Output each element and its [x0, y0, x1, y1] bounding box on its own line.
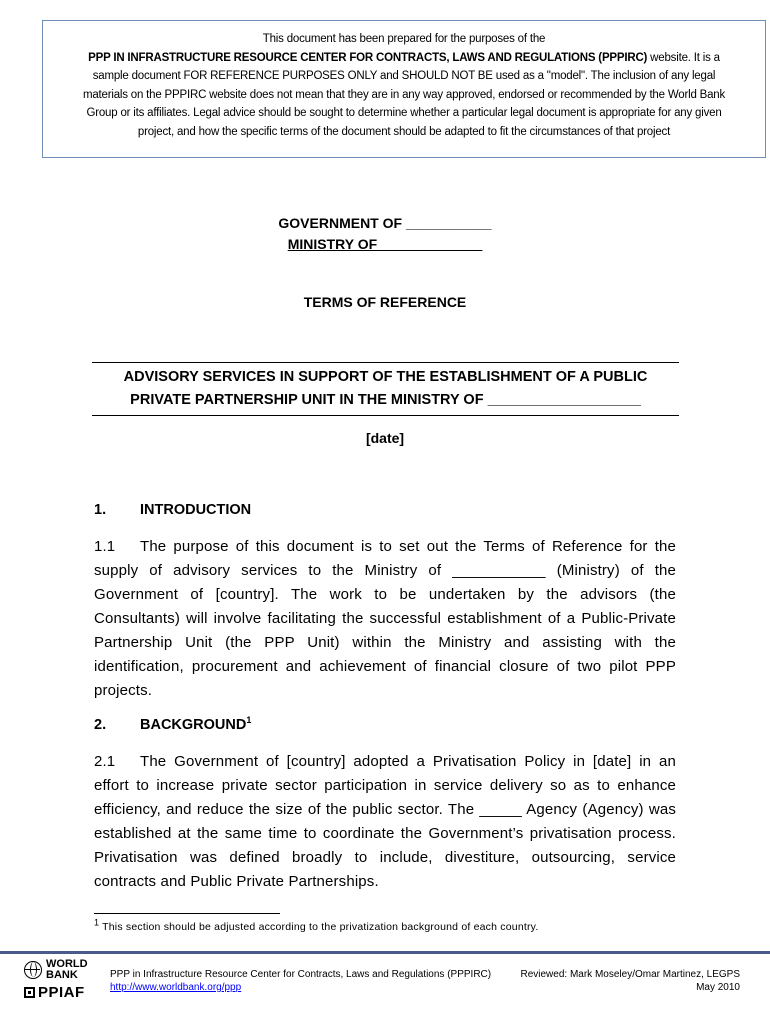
- title-top-rule: [92, 362, 679, 363]
- ministry-heading: MINISTRY OF _____________: [287, 236, 483, 252]
- footer-center-text: PPP in Infrastructure Resource Center for Contracts, Laws and Regulations (PPPIRC): [110, 969, 492, 980]
- paragraph-number: 1.1: [94, 538, 116, 555]
- ppiaf-logo: [24, 984, 104, 1001]
- disclaimer-line: materials on the PPPIRC website does not mean that they are in any way approved, endorsed or recommended by the World Bank: [82, 88, 726, 101]
- ppiaf-logo-text: PPIAF: [38, 984, 85, 1001]
- title-line: ADVISORY SERVICES IN SUPPORT OF THE ESTABLISHMENT OF A PUBLIC: [123, 369, 648, 385]
- section-number: 1.: [94, 502, 107, 518]
- ppiaf-mark-icon: [24, 987, 35, 998]
- document-title: [92, 366, 679, 412]
- footer-right: [520, 968, 740, 994]
- paragraph: [94, 750, 676, 894]
- footnote-separator: [94, 913, 280, 914]
- title-bottom-rule: [92, 415, 679, 416]
- paragraph-text: The Government of [country] adopted a Privatisation Policy in [date] in an effort to increase private sector participation in service delivery so as to enhance efficiency, and reduce the size of the public sector. The _____ Agency (Agency) was established at the same time to coordinate the Government’s privatisation process. Privatisation was defined broadly to include, divestiture, outsourcing, service contracts and Public Private Partnerships.: [94, 753, 676, 890]
- section-number: 2.: [94, 717, 107, 733]
- section-heading: [94, 502, 251, 518]
- section-title: BACKGROUND: [140, 717, 247, 733]
- footnote: [94, 917, 539, 933]
- footnote-text: This section should be adjusted according to the privatization background of each country.: [102, 921, 539, 933]
- section-heading: [94, 717, 251, 733]
- disclaimer-line: This document has been prepared for the purposes of the: [262, 33, 546, 45]
- world-bank-logo: [24, 959, 104, 981]
- disclaimer-line: Group or its affiliates. Legal advice should be sought to determine whether a particular legal document is appropriate for any given: [86, 107, 722, 119]
- disclaimer-line: [49, 49, 759, 68]
- world-bank-logo-text: WORLD BANK: [46, 958, 88, 981]
- document-type-heading: TERMS OF REFERENCE: [303, 294, 467, 310]
- footer-bar: [0, 951, 770, 954]
- footer-center: [110, 968, 491, 994]
- disclaimer-bold: PPP IN INFRASTRUCTURE RESOURCE CENTER FOR CONTRACTS, LAWS AND REGULATIONS (PPPIRC): [88, 51, 648, 64]
- footer-logos: [24, 959, 104, 1001]
- paragraph: [94, 535, 676, 703]
- disclaimer-text: website. It is a: [647, 51, 720, 64]
- disclaimer-line: project, and how the specific terms of the document should be adapted to fit the circumstances of that project: [137, 125, 671, 138]
- footnote-reference[interactable]: 1: [246, 715, 252, 726]
- document-date: [date]: [365, 430, 405, 446]
- government-heading: GOVERNMENT OF ___________: [278, 215, 492, 231]
- disclaimer-line: sample document FOR REFERENCE PURPOSES ONLY and SHOULD NOT BE used as a "model". The inclusion of any legal: [92, 70, 716, 82]
- footer-link[interactable]: http://www.worldbank.org/ppp: [110, 982, 242, 993]
- footer-reviewed: Reviewed: Mark Moseley/Omar Martinez, LEGPS: [520, 969, 740, 980]
- title-line: PRIVATE PARTNERSHIP UNIT IN THE MINISTRY OF ___________________: [130, 392, 641, 408]
- paragraph-number: 2.1: [94, 753, 116, 770]
- section-title: INTRODUCTION: [140, 502, 252, 518]
- disclaimer-box: [42, 20, 766, 158]
- paragraph-text: The purpose of this document is to set out the Terms of Reference for the supply of advisory services to the Ministry of ___________ (Ministry) of the Government of [country]. The work to be undertaken by the advisors (the Consultants) will involve facilitating the successful establishment of a Public-Private Partnership Unit (the PPP Unit) within the Ministry and assisting with the identification, procurement and achievement of financial closure of two pilot PPP projects.: [94, 538, 676, 699]
- footnote-mark: 1: [94, 917, 100, 928]
- footer-date: May 2010: [696, 982, 740, 993]
- globe-icon: [24, 961, 42, 979]
